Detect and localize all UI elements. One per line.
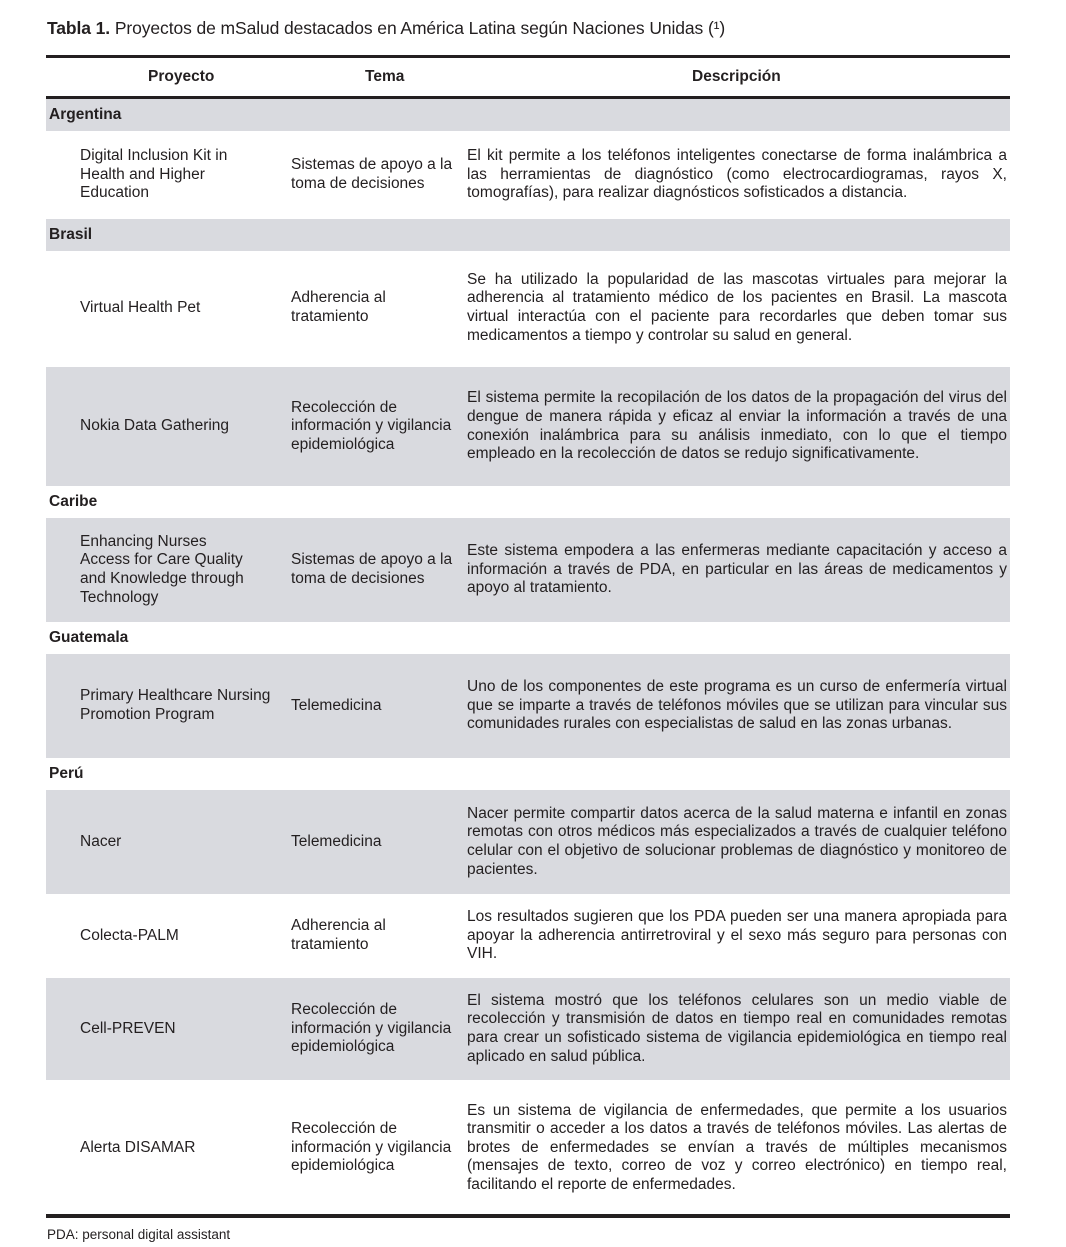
cell-proyecto: Colecta-PALM — [80, 926, 179, 944]
section-caribe: Caribe — [49, 493, 98, 510]
footnote: PDA: personal digital assistant — [47, 1227, 231, 1242]
cell-tema: Adherencia al tratamiento — [291, 917, 386, 953]
cell-proyecto: Virtual Health Pet — [80, 298, 201, 316]
cell-descripcion: Es un sistema de vigilancia de enfermedades, que permite a los usuarios transmitir o acceder a los datos a través de teléfonos móviles. Las alertas de brotes de enfermedades se envían a través de múltiples mecanismos (mensajes de texto, correo de voz y correo electrónico) en tiempo real, facilitando el reporte de enfermedades. — [467, 1101, 1007, 1193]
table-row — [46, 790, 1010, 894]
cell-descripcion: El kit permite a los teléfonos inteligentes conectarse de forma inalámbrica a las herramientas de diagnóstico (como electrocardiogramas, rayos X, tomografías), para realizar diagnósticos sofisticados a distancia. — [467, 147, 1007, 202]
table-row — [46, 251, 1010, 365]
cell-tema: Recolección de información y vigilancia epidemiológica — [291, 1001, 452, 1056]
cell-tema: Recolección de información y vigilancia epidemiológica — [291, 398, 452, 453]
cell-proyecto: Alerta DISAMAR — [80, 1138, 196, 1156]
cell-proyecto: Cell-PREVEN — [80, 1019, 176, 1037]
bottom-rule — [46, 1214, 1010, 1218]
cell-tema: Sistemas de apoyo a la toma de decisiones — [291, 551, 453, 587]
caption-text: Proyectos de mSalud destacados en América Latina según Naciones Unidas (¹) — [110, 18, 726, 38]
section-guatemala: Guatemala — [49, 629, 129, 646]
cell-descripcion: El sistema permite la recopilación de los datos de la propagación del virus del dengue de manera rápida y eficaz al enviar la información a través de una conexión inalámbrica para su análisis inmediato, con lo que el tiempo empleado en la recolección de datos se redujo significativamente. — [467, 389, 1007, 463]
cell-tema: Adherencia al tratamiento — [291, 289, 386, 325]
header-tema: Tema — [365, 68, 405, 85]
cell-tema: Telemedicina — [291, 832, 382, 850]
cell-proyecto: Nacer — [80, 832, 122, 850]
caption-label: Tabla 1. — [47, 18, 111, 38]
cell-descripcion: Este sistema empodera a las enfermeras mediante capacitación y acceso a información a través de PDA, en particular en las áreas de medicamentos y apoyo al tratamiento. — [467, 542, 1007, 597]
cell-descripcion: Uno de los componentes de este programa es un curso de enfermería virtual que se imparte a través de teléfonos móviles que se utilizan para vincular sus comunidades rurales con especialistas de salud en las zonas urbanas. — [467, 678, 1007, 733]
table-row — [46, 131, 1010, 219]
cell-tema: Telemedicina — [291, 696, 382, 714]
cell-descripcion: Los resultados sugieren que los PDA pueden ser una manera apropiada para apoyar la adherencia antirretroviral y el sexo más seguro para personas con VIH. — [467, 908, 1007, 963]
cell-descripcion: El sistema mostró que los teléfonos celulares son un medio viable de recolección y transmisión de datos en tiempo real en comunidades remotas para crear un sofisticado sistema de vigilancia epidemiológica en tiempo real aplicado en salud pública. — [467, 991, 1007, 1065]
table-row — [46, 518, 1010, 622]
cell-proyecto: Enhancing Nurses Access for Care Quality and Knowledge through Technology — [80, 532, 244, 606]
header-proyecto: Proyecto — [148, 68, 215, 85]
table-row — [46, 1080, 1010, 1214]
projects-table — [46, 55, 1010, 1214]
table-header — [46, 58, 1010, 99]
cell-proyecto: Nokia Data Gathering — [80, 417, 230, 435]
section-brasil: Brasil — [46, 219, 1010, 251]
table-row — [46, 894, 1010, 976]
table-caption — [47, 18, 725, 39]
cell-proyecto: Digital Inclusion Kit in Health and Higher Education — [80, 147, 228, 202]
table-row — [46, 976, 1010, 1080]
cell-proyecto: Primary Healthcare Nursing Promotion Program — [80, 687, 271, 723]
cell-tema: Recolección de información y vigilancia epidemiológica — [291, 1120, 452, 1175]
section-argentina: Argentina — [46, 99, 1010, 131]
section-peru: Perú — [49, 765, 84, 782]
cell-descripcion: Nacer permite compartir datos acerca de la salud materna e infantil en zonas remotas con otros médicos más especializados a través de cualquier teléfono celular con el objetivo de solucionar problemas de diagnóstico y monitoreo de pacientes. — [467, 804, 1007, 878]
table-row — [46, 365, 1010, 486]
cell-descripcion: Se ha utilizado la popularidad de las mascotas virtuales para mejorar la adherencia al tratamiento médico de los pacientes en Brasil. La mascota virtual interactúa con el paciente para recordarles que deben tomar sus medicamentos a tiempo y controlar su salud en general. — [467, 270, 1007, 344]
header-descripcion: Descripción — [692, 68, 781, 85]
table-row — [46, 654, 1010, 758]
cell-tema: Sistemas de apoyo a la toma de decisiones — [291, 156, 453, 192]
